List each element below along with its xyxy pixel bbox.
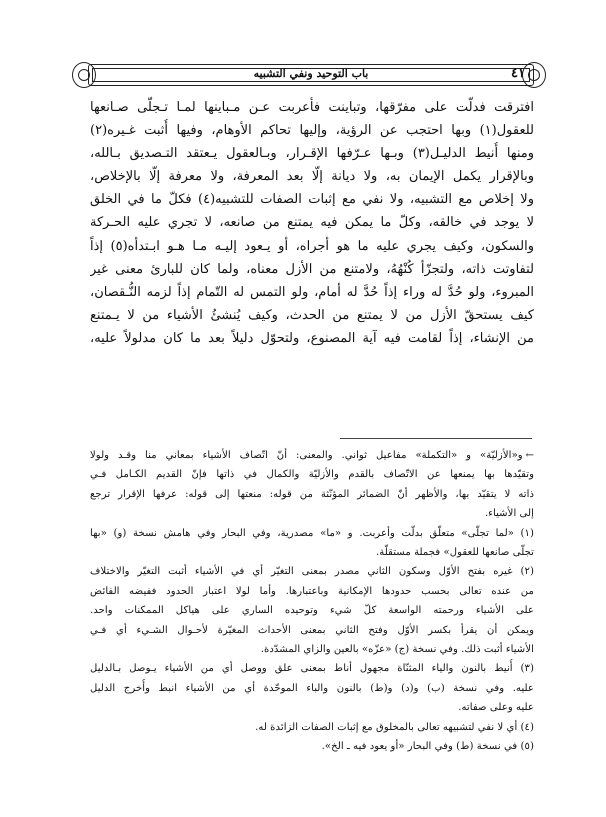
footnote-line bbox=[90, 446, 534, 465]
main-text-line: وبالإقرار يكمل الإيمان به، ولا ديانة إلّا بعد المعرفة، ولا معرفة إلّا بالإخلاص، bbox=[90, 169, 534, 185]
main-text-line: للعقول(١) وبها احتجب عن الرؤية، وإليها تحاكم الأوهام، وفيها أُثبت غـيره(٢) bbox=[90, 123, 534, 139]
footnote-line: (٣) أُنيط بالنون والياء المثنّاة مجهول أناط بمعنى علق ووصل أي من الأشياء يـوصل بـالدليل bbox=[90, 663, 534, 675]
header-ornament-right bbox=[522, 62, 546, 88]
main-text-line: افترقت فدلّت على مفرّقها، وتباينت فأعربت عـن مـباينها لمـا تـجلّى صـانعها bbox=[90, 100, 534, 115]
running-header bbox=[88, 64, 534, 86]
footnote-line: (٤) أي لا نفي لتشبيهه تعالى بالمخلوق مع إثبات الصفات الزائدة له. bbox=[255, 721, 534, 733]
main-text-line: والسكون، وكيف يجري عليه ما هو أجراه، أو يـعود إليـه مـا هـو ابـتدأه(٥) إذاً bbox=[90, 238, 534, 254]
footnote-line: الأشياء أثبت ذلك. وفي نسخة (ج) «عزّه» بالعين والزاي المشدّدة. bbox=[260, 644, 534, 656]
footnote-line: (١) «لما تجلّى» متعلّق بدلّت وأعربت. و «ما» مصدرية، وفي البحار وفي هامش نسخة (و) «بها bbox=[90, 527, 534, 539]
main-text-line: ومنها أُنيط الدليـل(٣) وبـها عـرّفها الإقـرار، وبـالعقول يـعتقد التـصديق بـالله، bbox=[90, 146, 534, 162]
footnote-line: وتقيّدها بها يمنعها عن الاتّصاف بالقدم والأزليّة والكمال في ذاتها فإنّ القديم الكـامل فـي bbox=[90, 469, 534, 481]
main-text-line: ولا إخلاص مع التشبيه، ولا نفي مع إثبات الصفات للتشبيه(٤) فكلّ ما في الخلق bbox=[90, 192, 534, 208]
main-text-line: من الإنشاء، إذاً لقامت فيه آية المصنوع، ولتحوّل دليلاً بعد ما كان مدلولاً عليه، bbox=[90, 330, 534, 346]
header-title: باب التوحيد ونفي التشبيه bbox=[253, 67, 369, 80]
footnote-line: على الأشياء ورحمته الواسعة كلّ شيء وتوحيده الساري على هياكل الممكنات واحد. bbox=[90, 605, 534, 617]
footnote-line: (٥) في نسخة (ط) وفي البحار «أو يعود فيه ـ الخ». bbox=[321, 741, 534, 753]
main-text-line: المبروء، ولو حُدَّ له وراء إذاً حُدَّ له أمام، ولو التمس له التّمام إذاً لزمه النُّـقصان، bbox=[90, 284, 534, 300]
footnote-line: ذاته لا يتقيّد بها، والأظهر أنّ الضمائر المؤنّثة من قوله: منعتها إلى قوله: عرفها الإقرار ترجع bbox=[90, 488, 534, 500]
main-text-line: كيف يستحقّ الأزل من لا يمتنع من الحدث، وكيف يُنشئُ الأشياء من لا يـمتنع bbox=[90, 307, 534, 323]
footnote-line: عليه وعلى صفاته. bbox=[458, 702, 534, 714]
footnote-line: تجلّى صانعها للعقول» فجملة مستقلّة. bbox=[376, 547, 534, 559]
footnote-line: إلى الأشياء. bbox=[484, 508, 534, 520]
footnote-separator bbox=[340, 438, 532, 439]
main-text-line: لا يوجد في خالقه، وكلّ ما يمكن فيه يمتنع من صانعه، لا تجري عليه الحـركة bbox=[90, 215, 534, 231]
footnotes bbox=[90, 446, 534, 757]
page-number: ٤١ bbox=[511, 66, 525, 81]
main-text-line: لتفاوتت ذاته، ولتجزّأ كُنْهُهُ، ولامتنع من الأزل معناه، ولما كان للبارئ معنى غير bbox=[90, 261, 534, 277]
footnote-line: (٢) غيره بفتح الأوّل وسكون الثاني مصدر بمعنى التغيّر أي في الأشياء أثبت التغيّر والاختلاف bbox=[90, 566, 534, 578]
footnote-line-text: و«الأزليّة» و «التكملة» مفاعيل ثواني. والمعنى: أنّ اتّصاف الأشياء بمعاني منا وقـد ولولا bbox=[90, 450, 523, 461]
main-text bbox=[90, 96, 534, 350]
continuation-arrow-icon: ← bbox=[525, 450, 534, 461]
footnote-line: عليه. وفي نسخة (ب) و(د) و(ط) بالنون والباء الموحّدة أي من الأشياء انبط وأُخرج الدليل bbox=[90, 682, 534, 694]
footnote-line: من عنده تعالى بحسب حدودها الإمكانية وباعتبارها. وأما لولا اعتبار الحدود ففيضه الفائض bbox=[90, 585, 534, 597]
footnote-line: ويمكن أن يقرأ بكسر الأوّل وفتح الثاني بمعنى الأحداث المغيّرة لأحـوال الشـيء أي فـي bbox=[90, 624, 534, 636]
